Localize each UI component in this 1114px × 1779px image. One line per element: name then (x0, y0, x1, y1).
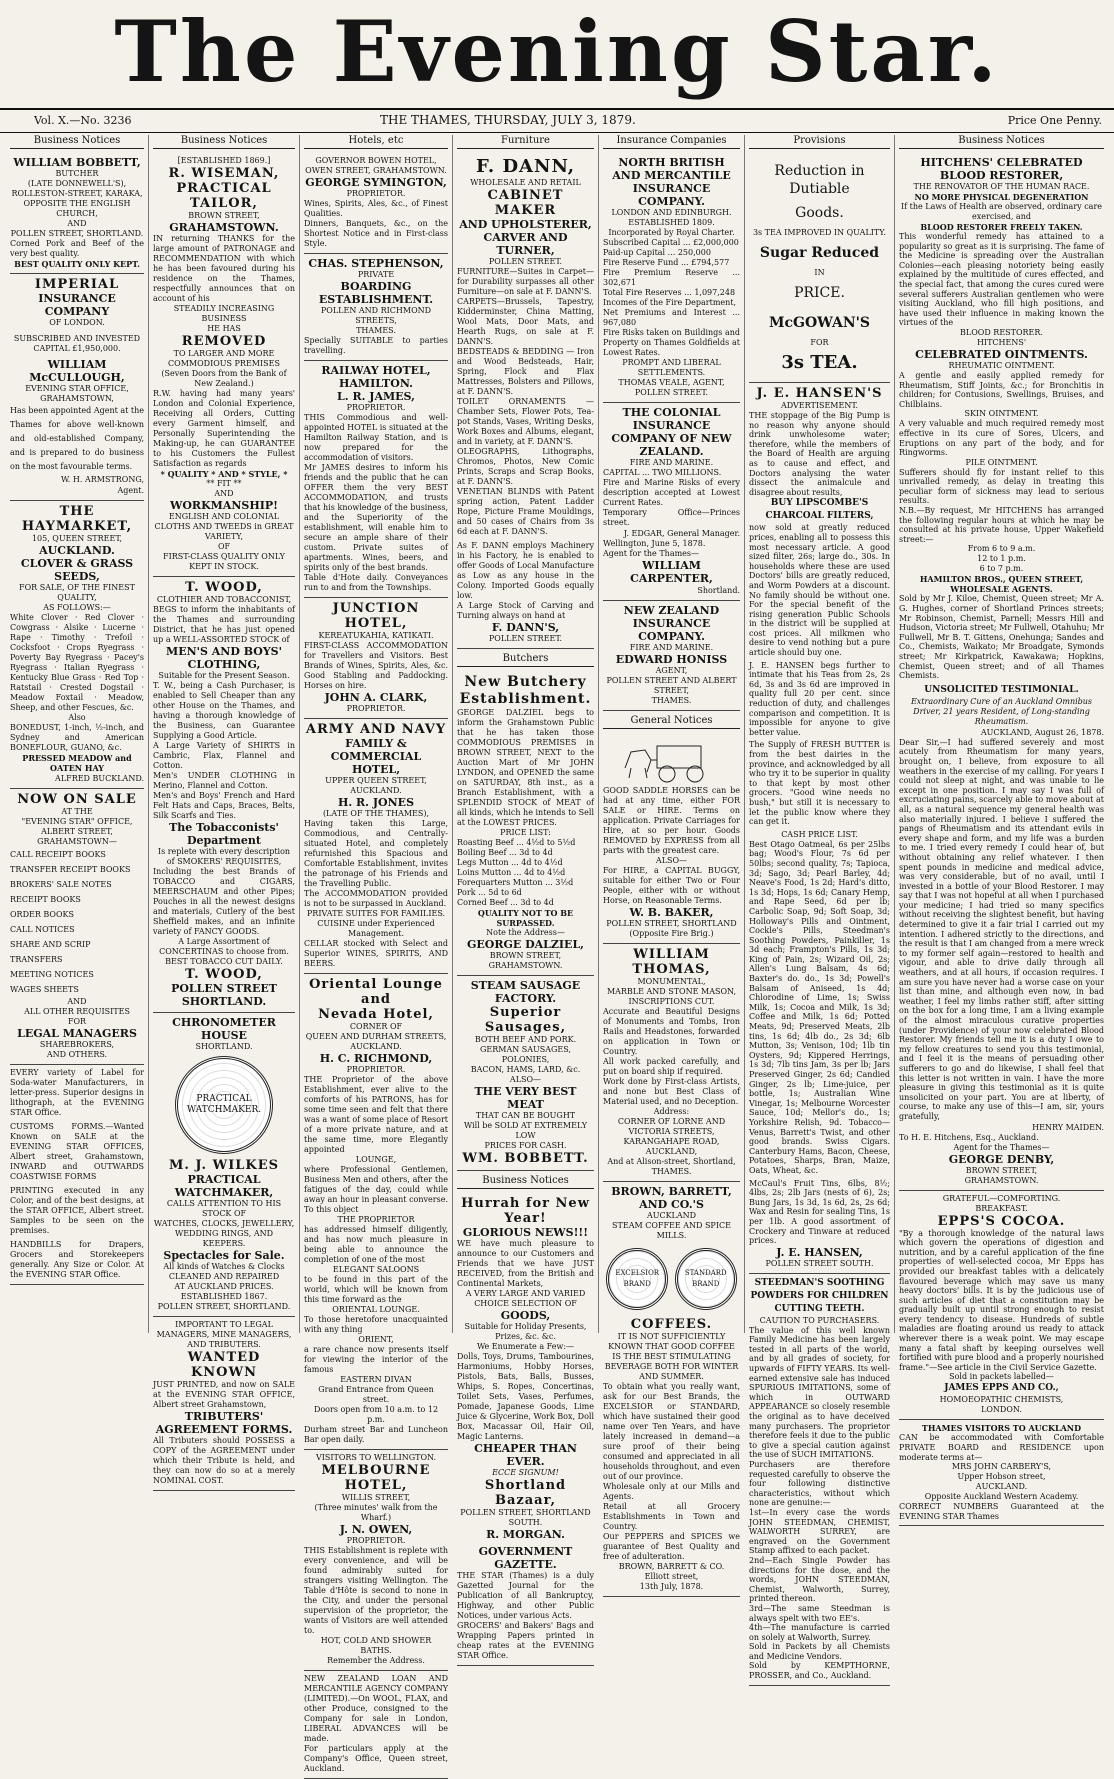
standard-brand-logo: STANDARD BRAND (675, 1248, 737, 1310)
ad-brown-barrett-coffee: BROWN, BARRETT, AND CO.'S AUCKLAND STEAM COFFEE AND SPICE MILLS. EXCELSIOR BRAND STANDARD BRAND COFFEES. IT IS NOT SUFFICIENTLY KNOWN THAT GOOD COFFEE IS THE BEST STIMULATING BEVERAGE BOTH FOR WINTER AND SUMMER. To obtain what you really want, ask for our Best Brands, the EXCELSIOR or STANDARD, which have sustained their good name over Ten Years, and have lately increased in demand—a sure proof of their being consumed and appreciated in all households throughout, and even out of our province. Wholesale only at our Mills and Agents. Retail at all Grocery Establishments in Town and Country. Our PEPPERS and SPICES we guarantee of Best Quality and free of adulteration. BROWN, BARRETT & CO. Elliott street, 13th July, 1878. (603, 1182, 740, 1597)
ad-mcgowans-tea: Reduction in Dutiable Goods. 3s TEA IMPROVED IN QUALITY. Sugar Reduced IN PRICE. McGOWAN'S FOR 3s TEA. (749, 153, 890, 383)
column-1 (6, 135, 148, 1333)
column-heading: Provisions (749, 135, 890, 149)
newspaper-title: The Evening Star. (114, 2, 1000, 101)
ad-t-wood: T. WOOD, CLOTHIER AND TOBACCONIST, BEGS to inform the inhabitants of the Thames and surrounding District, that he has just opened up a WELL-ASSORTED STOCK of MEN'S AND BOYS' CLOTHING, Suitable for the Present Season. T. W., being a Cash Purchaser, is enabled to Sell Cheaper than any other House on the Thames, and having a thorough knowledge of the Business, can Guarantee Supplying a Good Article. A Large Variety of SHIRTS in Cambric, Flax, Flannel and Cotton. Men's UNDER CLOTHING in Merino, Flannel and Cotton. Men's and Boys' French and Hard Felt Hats and Caps, Braces, Belts, Silk Scarfs and Ties. The Tobacconists' Department Is replete with every description of SMOKERS' REQUISITES, Including the best Brands of TOBACCO and CIGARS, MEERSCHAUM and other Pipes; Pouches in all the newest designs and materials, Cutlery of the best Sheffield makes, and an infinite variety of FANCY GOODS. A Large Assortment of CONCERTINAS to choose from. BEST TOBACCO CUT DAILY. T. WOOD, POLLEN STREET SHORTLAND. (153, 577, 295, 1013)
ad-nz-insurance: NEW ZEALAND INSURANCE COMPANY. FIRE AND MARINE. EDWARD HONISS AGENT, POLLEN STREET AND ALBERT STREET, THAMES. (603, 601, 740, 711)
section-heading-business: Business Notices (457, 1175, 594, 1189)
ad-baker-horses: GOOD SADDLE HORSES can be had at any time, either FOR SALE or HIRE. Terms on application. Private Carriages for Hire, at so per hour. Goods REMOVED by EXPRESS from all parts with the greatest care. ALSO— For HIRE, a CAPITAL BUGGY, suitable for either Two or Four People, either with or without Horse, on Reasonable Terms. W. B. BAKER, POLLEN STREET, SHORTLAND (Opposite Fire Brig.) (603, 733, 740, 944)
masthead (0, 0, 1114, 108)
ad-thames-visitors: THAMES VISITORS TO AUCKLAND CAN be accommodated with Comfortable PRIVATE BOARD and RESIDENCE upon moderate terms at— MRS JOHN CARBERY'S, Upper Hobson street, AUCKLAND. Opposite Auckland Western Academy. CORRECT NUMBERS Guaranteed at the EVENING STAR Thames (899, 1420, 1104, 1526)
ad-hansen: J. E. HANSEN'S ADVERTISEMENT. THE stoppage of the Big Pump is no reason why anyone should drink unwholesome water; therefore, while the members of the Board of Health are arguing as to cause and effect, and Doctors analysing the water dissect the animalcule and disagree about results, BUY LIPSCOMBE'S CHARCOAL FILTERS, now sold at greatly reduced prices, enabling all to possess this most necessary article. A good sized filter, 26s; large do., 30s. In households where these are used Doctors' bills are greatly reduced, and Worm Powders at a discount. No family should be without one. For the special benefit of the rising generation Public Schools in the district will be supplied at cost prices. All milkmen who desire to vend nothing but a pure article should buy one. J. E. HANSEN begs further to intimate that his Teas from 2s, 2s 6d, 3s and 3s 6d are improved in quality full 20 per cent. since reduction of duty, and challenges comparison and competition. It is impossible for anyone to give better value. The Supply of FRESH BUTTER is from the best dairies in the province, and acknowledged by all who try it to be superior in quality to that kept by most other grocers. "Good wine needs no bush," but still it is necessary to let the public know where they can get it. CASH PRICE LIST. Best Otago Oatmeal, 6s per 25lbs bag; Wood's Flour, 7s 6d per 50lbs; second quality, 7s; Tapioca, 3d; Sago, 3d; Pearl Barley, 4d; Neave's Food, 1s 2d; Hard's ditto, 1s 3d; Hops, 1s 6d; Canary Hemp, and Rape Seed, 6d per lb; Carbolic Soap, 9d; Soft Soap, 3d; Holloway's Pills and Ointment, Cockle's Pills, Steedman's Soothing Powders, Painkiller, 1s 3d each; Frampton's Pills, 1s 3d; King of Pain, 2s; Wizard Oil, 2s; Allen's Lung Balsam, 4s 6d; Baxter's do. do., 1s 3d; Powell's Balsam of Aniseed, 1s 4d; Chlorodine of Lime, 1s; Swiss Milk, 1s; Cocoa and Milk, 1s 3d; Coffee and Milk, 1s 6d; Potted Meats, 9d; Preserved Meats, 2lb tins, 1s 6d; 4lb do., 2s 3d; 6lb Mutton, 3s; Venison, 10d; 1lb tin Oysters, 9d; Kippered Herrings, 1s 3d; 7lb tins Jam, 3s per lb; Jars Preserved Ginger, 2s 6d; Candied Ginger, 2s lb; Lime-juice, per bottle, 1s; Australian Wine Vinegar, 1s; Melbourne Worcester Sauce, 10d; Mellor's do., 1s; Yorkshire Relish, 9d. Tobacco—Venus, Barrett's Twist, and other good brands. Swiss Cigars. Canterbury Hams, Bacon, Cheese, Potatoes, Sharps, Bran, Maize, Oats, Wheat, &c. McCaul's Fruit Tins, 6lbs, 8½; 4lbs, 2s; 2lb Jars (nests of 6), 2s; Bung Jars, 1s 3d, 1s 6d, 2s, 2s 6d; Wax and Resin for sealing Tins, 1s per 1lb. A good assortment of Crockery and Tinware at reduced prices. J. E. HANSEN, POLLEN STREET SOUTH. (749, 383, 890, 1274)
column-4 (452, 135, 598, 1660)
ad-f-dann: F. DANN, WHOLESALE AND RETAIL CABINET MAKER AND UPHOLSTERER, CARVER AND TURNER, POLLEN STREET. FURNITURE—Suites in Carpet—for Durability surpasses all other Furniture—on sale at F. DANN'S. CARPETS—Brussels, Tapestry, Kidderminster, China Matting, Wool Mats, Door Mats, and Hearth Rugs, on sale at F. DANN'S. BEDSTEADS & BEDDING — Iron and Wood Bedsteads, Hair, Spring, Flock and Flax Mattresses, Bolsters and Pillows, at F. DANN'S. TOILET ORNAMENTS — Chamber Sets, Flower Pots, Tea-pot Stands, Vases, Writing Desks, Work Boxes and Albums, elegant, and in variety, at F. DANN'S. OLEOGRAPHS, Lithographs, Chromos, Photos, New Comic Prints, Scraps and Scrap Books, at F. DANN'S. VENETIAN BLINDS with Patent spring action, Patent Ladder Rope, Picture Frame Mouldings, and 50 cases of Chairs from 3s 6d each at F. DANN'S. As F. DANN employs Machinery in his Factory, he is enabled to offer Goods of Local Manufacture as Low as any house in the Colony. Imported Goods equally low. A Large Stock of Carving and Turning always on hand at F. DANN'S, POLLEN STREET. (457, 153, 594, 649)
ad-misc-printing: EVERY variety of Label for Soda-water Manufacturers, in letter-press. Superior designs in lithograph, at the EVENING STAR Office. CUSTOMS FORMS.—Wanted Known on SALE at the EVENING STAR OFFICES, Albert street, Grahamstown, INWARD and OUTWARDS COASTWISE FORMS PRINTING executed in any Color, and of the best designs, at the STAR OFFICE, Albert street. Samples to be seen on the premises. HANDBILLS for Drapers, Grocers and Storekeepers generally. Any Size or Color. At the EVENING STAR Office. (10, 1065, 144, 1285)
column-heading: Business Notices (899, 135, 1104, 149)
volume-number: Vol. X.—No. 3236 (34, 114, 132, 127)
ad-stephenson: CHAS. STEPHENSON, PRIVATE BOARDING ESTABLISHMENT. POLLEN AND RICHMOND STREETS, THAMES. Specially SUITABLE to parties travelling. (304, 254, 448, 361)
ad-governor-bowen: GOVERNOR BOWEN HOTEL, OWEN STREET, GRAHAMSTOWN. GEORGE SYMINGTON, PROPRIETOR. Wines, Spirits, Ales, &c., of Finest Qualities. Dinners, Banquets, &c., on the Shortest Notice and in First-class Style. (304, 153, 448, 254)
column-heading: Insurance Companies (603, 135, 740, 149)
ad-wilkes-watchmaker: CHRONOMETER HOUSE SHORTLAND. PRACTICAL WATCHMAKER. M. J. WILKES PRACTICAL WATCHMAKER, CALLS ATTENTION TO HIS STOCK OF WATCHES, CLOCKS, JEWELLERY, WEDDING RINGS, AND KEEPERS. Spectacles for Sale. All kinds of Watches & Clocks CLEANED AND REPAIRED AT AUCKLAND PRICES. ESTABLISHED 1867. POLLEN STREET, SHORTLAND. (153, 1013, 295, 1317)
ad-army-navy-hotel: ARMY AND NAVY FAMILY & COMMERCIAL HOTEL, UPPER QUEEN STREET, AUCKLAND. H. R. JONES (LATE OF THE THAMES), Having taken this Large, Commodious, and Centrally-situated Hotel, and completely refurnished this Spacious and Comfortable Establishment, invites the patronage of his Friends and the Travelling Public. The ACCOMMODATION provided is not to be surpassed in Auckland. PRIVATE SUITES FOR FAMILIES. CUISINE under Experienced Management. CELLAR stocked with Select and Superior WINES, SPIRITS, AND BEERS. (304, 719, 448, 974)
ad-wiseman: [ESTABLISHED 1869.] R. WISEMAN, PRACTICAL TAILOR, BROWN STREET, GRAHAMSTOWN. IN returning THANKS for the large amount of PATRONAGE and RECOMMENDATION with which he has been favoured during his residence on the Thames, respectfully announces that on account of his STEADILY INCREASING BUSINESS HE HAS REMOVED TO LARGER AND MORE COMMODIOUS PREMISES (Seven Doors from the Bank of New Zealand.) R.W. having had many years' London and Colonial Experience, Receiving all Orders, Cutting every Garment himself, and Personally Superintending the Making-up, he can GUARANTEE to his Customers the Fullest Satisfaction as regards * QUALITY * AND * STYLE, * ** FIT ** AND WORKMANSHIP! ENGLISH AND COLONIAL CLOTHS AND TWEEDS in GREAT VARIETY, OF FIRST-CLASS QUALITY ONLY KEPT IN STOCK. (153, 153, 295, 577)
horse-carriage-icon (603, 736, 740, 786)
ad-nz-loan-agency: NEW ZEALAND LOAN AND MERCANTILE AGENCY COMPANY (LIMITED).—On WOOL, FLAX, and other Produce, consigned to the Company for sale in London, LIBERAL ADVANCES will be made. For particulars apply at the Company's Office, Queen street, Auckland. (304, 1671, 448, 1779)
place-and-date: THE THAMES, THURSDAY, JULY 3, 1879. (380, 113, 636, 127)
price: Price One Penny. (1007, 114, 1102, 127)
section-heading-butchers: Butchers (457, 653, 594, 667)
column-heading: Business Notices (153, 135, 295, 149)
ad-shortland-bazaar: Hurrah for New Year! GLORIOUS NEWS!!! WE have much pleasure to announce to our Customers and Friends that we have JUST RECEIVED, from the British and Continental Markets, A VERY LARGE AND VARIED CHOICE SELECTION OF GOODS, Suitable for Holiday Presents, Prizes, &c. &c. We Enumerate a Few:— Dolls, Toys, Drums, Tambourines, Harmoniums, Hobby Horses, Pistols, Bats, Balls, Busses, Whips, S. Ropes, Concertinas, Toilet Sets, Vases, Perfumes, Pomade, Japanese Goods, Lime Juice & Glycerine, Work Box, Doll Box, Macassar Oil, Hair Oil, Magic Lanterns. CHEAPER THAN EVER. ECCE SIGNUM! Shortland Bazaar, POLLEN STREET, SHORTLAND SOUTH. R. MORGAN. GOVERNMENT GAZETTE. THE STAR (Thames) is a duly Gazetted Journal for the Publication of all Bankruptcy, Highway, and other Public Notices, under various Acts. GROCERS' and Bakers' Bags and Wrapping Papers printed in cheap rates at the EVENING STAR Office. (457, 1193, 594, 1666)
ad-tributers-forms: IMPORTANT TO LEGAL MANAGERS, MINE MANAGERS, AND TRIBUTERS. WANTED KNOWN JUST PRINTED, and now on SALE at the EVENING STAR OFFICE, Albert street Grahamstown, TRIBUTERS' AGREEMENT FORMS. All Tributers should POSSESS a COPY of the AGREEMENT under which their Tribute is held, and they can now do so at a merely NOMINAL COST. (153, 1317, 295, 1491)
column-heading: Business Notices (10, 135, 144, 149)
columns (6, 135, 1108, 1773)
column-heading: Hotels, etc (304, 135, 448, 149)
column-6 (744, 135, 894, 1681)
column-2 (148, 135, 299, 1485)
column-heading: Furniture (457, 135, 594, 149)
ad-epps-cocoa: GRATEFUL—COMFORTING. BREAKFAST. EPPS'S COCOA. "By a thorough knowledge of the natural laws which govern the operations of digestion and nutrition, and by a careful application of the fine properties of well-selected cocoa, Mr Epps has provided our breakfast tables with a delicately flavoured beverage which may save us many heavy doctors' bills. It is by the judicious use of such articles of diet that a constitution may be gradually built up until strong enough to resist every tendency to disease. Hundreds of subtle maladies are floating around us ready to attack wherever there is a weak point. We may escape many a fatal shaft by keeping ourselves well fortified with pure blood and a properly nourished frame."—See article in the Civil Service Gazette. Sold in packets labelled— JAMES EPPS AND CO., HOMOEOPATHIC CHEMISTS, LONDON. (899, 1191, 1104, 1421)
ad-hitchens-restorer: HITCHENS' CELEBRATED BLOOD RESTORER, THE RENOVATOR OF THE HUMAN RACE. NO MORE PHYSICAL DEGENERATION If the Laws of Health are observed, ordinary care exercised, and BLOOD RESTORER FREELY TAKEN. This wonderful remedy has attained to a popularity so great as it is surprising. The fame of the Medicine is spreading over the Australian Colonies—each pleasing notoriety being easily explained by the multitude of cures effected, and the special fact, that among the cures cured were several sufferers Australian gentlemen who were visiting Auckland, who fill high positions, and have used their influence in making known the virtues of the BLOOD RESTORER. HITCHENS' CELEBRATED OINTMENTS. RHEUMATIC OINTMENT. A gentle and easily applied remedy for Rheumatism, Stiff Joints, &c.; for Bronchitis in children; for Contusions, Swellings, Bruises, and Chilblains. SKIN OINTMENT. A very valuable and much required remedy most effective in its cure of Sores, Ulcers, and Eruptions on any part of the body, and for Ringworms. PILE OINTMENT. Sufferers should fly for instant relief to this unrivalled remedy, as delay in treating this peculiar form of sickness may lead to serious results. N.B.—By request, Mr HITCHENS has arranged the following regular hours at which he may be consulted at his private house, Upper Wakefield street:— From 6 to 9 a.m. 12 to 1 p.m. 6 to 7 p.m. HAMILTON BROS., QUEEN STREET, WHOLESALE AGENTS. Sold by Mr J. Kiloe, Chemist, Queen street; Mr A. G. Hughes, corner of Shortland Princes streets; Mr Robinson, Chemist, Parnell; Messrs Hill and Hudson, Victoria street; Mr Fullwell, Otahuhu; Mr Fullwell, Mr B. T. Gittens, Onehunga; Sandes and Co., Chemists, Waikato; Mr Broadgate, Symonds street; Mr Kirkpatrick, Kawakawa; Hopkins, Chemist, Queen street; and of all Thames Chemists. UNSOLICITED TESTIMONIAL. Extraordinary Cure of an Auckland Omnibus Driver, 21 years Resident, of Long-standing Rheumatism. AUCKLAND, August 26, 1878. Dear Sir,—I had suffered severely and most acutely from Rheumatism for many years, brought on, I believe, from exposure to all weathers in the exercise of my calling. For years I could not sleep at night, and was unable to lie except in one position. I may say I was full of excruciating pains, scarcely able to move about at all, as a natural sequence my general health was also materially injured. I believe I suffered the pangs of Rheumatism and its attendant evils in every shape and form, and my life was a burden to me. I tried every remedy I could hear of, but without obtaining any relief whatever. I then spent pounds in medicine and medical advice, was very considerable, but of no avail, until I invested in a bottle of your Blood Restorer. I may say that I was not hopeful at all when I purchased your medicine; I had tried so many specifics without receiving the slightest benefit, but having determined to give it a fair trial I carried out my intention. I adhered strictly to the directions, and the result is that I am changed from a mere wreck to my former self again—restored to health and vigour, and able to drive daily through all weathers, and at all hours, if occasion requires. I am sure you have never had a worse case on your list than mine, and although even now, in bad weather, I feel my limbs rather stiff, after sitting on the box for a long time, I am a living example of the almost miraculous curative properties (under Providence) of your now celebrated Blood Restorer. My friends tell me it is a duty I owe to my fellow creatures to send you this testimonial, and I feel it is the means of persuading other sufferers to go and do likewise, I shall feel that this letter is not written in vain. I have the more pleasure in giving this testimonial as it is quite unsolicited on your part. You are at liberty, of course, to make any use of this—I am, sir, yours gratefully, HENRY MAIDEN. To H. E. Hitchens, Esq., Auckland. Agent for the Thames— GEORGE DENBY, BROWN STREET, GRAHAMSTOWN. (899, 153, 1104, 1191)
section-heading-general: General Notices (603, 715, 740, 729)
ad-william-thomas: WILLIAM THOMAS, MONUMENTAL, MARBLE AND STONE MASON, INSCRIPTIONS CUT. Accurate and Beautiful Designs of Monuments and Tombs, Iron Rails and Headstones, forwarded on application in Town or Country. All work packed carefully, and put on board ship if required. Work done by First-class Artists, and none but Best Class of Material used, and no Deception. Address: CORNER OF LORNE AND VICTORIA STREETS, KARANGAHAPE ROAD, AUCKLAND, And at Alison-street, Shortland, THAMES. (603, 944, 740, 1182)
ad-melbourne-hotel: VISITORS TO WELLINGTON. MELBOURNE HOTEL, WILLIS STREET, (Three minutes' walk from the Wharf.) J. N. OWEN, PROPRIETOR. THIS Establishment is replete with every convenience, and will be found admirably suited for strangers visiting Wellington. The Table d'Hôte is second to none in the City, and under the personal supervision of the proprietor, the wants of Visitors are well attended to. HOT, COLD AND SHOWER BATHS. Remember the Address. (304, 1450, 448, 1671)
ad-bobbett: WILLIAM BOBBETT, BUTCHER (LATE DONNEWELL'S), ROLLESTON-STREET, KARAKA, OPPOSITE THE ENGLISH CHURCH, AND POLLEN STREET, SHORTLAND. Corned Pork and Beef of the very best quality. BEST QUALITY ONLY KEPT. (10, 153, 144, 274)
ad-steedman-powders: STEEDMAN'S SOOTHING POWDERS FOR CHILDREN CUTTING TEETH. CAUTION TO PURCHASERS. The value of this well known Family Medicine has been largely tested in all parts of the world, and by all grades of society, for upwards of FIFTY YEARS. Its well-earned extensive sale has induced SPURIOUS IMITATIONS, some of which in OUTWARD APPEARANCE so closely resemble the original as to have deceived many purchasers. The proprietor therefore feels it due to the public to give a special caution against the use of SUCH IMITATIONS. Purchasers are therefore requested carefully to observe the four following distinctive characteristics, without which none are genuine:— 1st—In every case the words JOHN STEEDMAN, CHEMIST, WALWORTH SURREY, are engraved on the Government Stamp affixed to each packet. 2nd—Each Single Powder has directions for the dose, and the words, JOHN STEEDMAN, Chemist, Walworth, Surrey, printed thereon. 3rd—The same Steedman is always spelt with two EE's. 4th—The manufacture is carried on solely at Walworth, Surrey. Sold in Packets by all Chemists and Medicine Vendors. Sold by KEMPTHORNE, PROSSER, and Co., Auckland. (749, 1274, 890, 1686)
dateline (0, 108, 1114, 133)
excelsior-brand-logo: EXCELSIOR BRAND (606, 1248, 668, 1310)
ad-steam-sausage: STEAM SAUSAGE FACTORY. Superior Sausages, BOTH BEEF AND PORK. GERMAN SAUSAGES, POLONIES, BACON, HAMS, LARD, &c. ALSO— THE VERY BEST MEAT THAT CAN BE BOUGHT Will be SOLD AT EXTREMELY LOW PRICES FOR CASH. WM. BOBBETT. (457, 976, 594, 1171)
ad-oriental-lounge: Oriental Lounge and Nevada Hotel, CORNER OF QUEEN AND DURHAM STREETS, AUCKLAND. H. C. RICHMOND, PROPRIETOR. THE Proprietor of the above Establishment, ever alive to the comforts of his PATRONS, has for some time seen and felt that there was a want of some place of Resort of a more private nature, and at the same time, more Elegantly appointed LOUNGE, where Professional Gentlemen, Business Men and others, after the fatigues of the day, could while away an hour in pleasant converse. To this object THE PROPRIETOR has addressed himself diligently, and has now much pleasure in being able to announce the completion of one of the most ELEGANT SALOONS to be found in this part of the world, which will be known from this time forward as the ORIENTAL LOUNGE. To those heretofore unacquainted with any thing ORIENT, a rare chance now presents itself for viewing the interior of the famous EASTERN DIVAN Grand Entrance from Queen street. Doors open from 10 a.m. to 12 p.m. Durham street Bar and Luncheon Bar open daily. (304, 974, 448, 1450)
ad-railway-hotel: RAILWAY HOTEL, HAMILTON. L. R. JAMES, PROPRIETOR. THIS Commodious and well-appointed HOTEL is situated at the Hamilton Railway Station, and is now prepared for the accommodation of visitors. Mr JAMES desires to inform his friends and the public that he can OFFER them the very BEST ACCOMMODATION, and trusts that his knowledge of the business, and the Superiority of the establishment, will enable him to secure an ample share of their custom. Private suites of apartments. Wines, beers, and spirits only of the best brands. Table d'Hote daily. Conveyances run to and from the Townships. (304, 361, 448, 598)
column-5 (598, 135, 744, 1591)
column-3 (299, 135, 452, 1773)
column-7 (894, 135, 1108, 1521)
ad-colonial-insurance: THE COLONIAL INSURANCE COMPANY OF NEW ZEALAND. FIRE AND MARINE. CAPITAL ... TWO MILLIONS. Fire and Marine Risks of every description accepted at Lowest Current Rates. Temporary Office—Princes street. J. EDGAR, General Manager. Wellington, June 5, 1878. Agent for the Thames— WILLIAM CARPENTER, Shortland. (603, 403, 740, 601)
ad-now-on-sale: NOW ON SALE AT THE "EVENING STAR" OFFICE, ALBERT STREET, GRAHAMSTOWN— CALL RECEIPT BOOKS TRANSFER RECEIPT BOOKS BROKERS' SALE NOTES RECEIPT BOOKS ORDER BOOKS CALL NOTICES SHARE AND SCRIP TRANSFERS MEETING NOTICES WAGES SHEETS AND ALL OTHER REQUISITES FOR LEGAL MANAGERS SHAREBROKERS, AND OTHERS. (10, 789, 144, 1065)
ad-dalziel-butchery: New Butchery Establishment. GEORGE DALZIEL begs to inform the Grahamstown Public that he has taken those COMMODIOUS PREMISES in BROWN STREET, NEXT to the Auction Mart of Mr JOHN LYNDON, and OPENED the same on SATURDAY, 8th inst., as a Branch Establishment, with a SPLENDID STOCK of MEAT of all kinds, which he intends to Sell at the LOWEST PRICES. PRICE LIST: Roasting Beef ... 4½d to 5½d Boiling Beef ... 3d to 4d Legs Mutton ... 4d to 4½d Loins Mutton ... 4d to 4½d Forequarters Mutton ... 3½d Pork ... 5d to 6d Corned Beef ... 3d to 4d QUALITY NOT TO BE SURPASSED. Note the Address— GEORGE DALZIEL, BROWN STREET, GRAHAMSTOWN. (457, 671, 594, 976)
ad-imperial-insurance: IMPERIAL INSURANCE COMPANY OF LONDON. SUBSCRIBED AND INVESTED CAPITAL £1,950,000. WILLIAM McCULLOUGH, EVENING STAR OFFICE, GRAHAMSTOWN, Has been appointed Agent at the Thames for above well-known and old-established Company, and is prepared to do business on the most favourable terms. W. H. ARMSTRONG, Agent. (10, 274, 144, 501)
watch-dial-icon: PRACTICAL WATCHMAKER. (175, 1056, 273, 1154)
ad-north-british: NORTH BRITISH AND MERCANTILE INSURANCE COMPANY. LONDON AND EDINBURGH. ESTABLISHED 1809. Incorporated by Royal Charter. Subscribed Capital ... £2,000,000 Paid-up Capital ... 250,000 Fire Reserve Fund ... £794,577 Fire Premium Reserve ... 302,671 Total Fire Reserves ... 1,097,248 Incomes of the Fire Department, Net Premiums and Interest ... 967,080 Fire Risks taken on Buildings and Property on Thames Goldfields at Lowest Rates. PROMPT AND LIBERAL SETTLEMENTS. THOMAS VEALE, AGENT, POLLEN STREET. (603, 153, 740, 403)
ad-junction-hotel: JUNCTION HOTEL, KEREATUKAHIA, KATIKATI. FIRST-CLASS ACCOMMODATION for Travellers and Visitors. Best Brands of Wines, Spirits, Ales, &c. Good Stabling and Paddocking. Horses on hire. JOHN A. CLARK, PROPRIETOR. (304, 598, 448, 719)
ad-haymarket: THE HAYMARKET, 105, QUEEN STREET, AUCKLAND. CLOVER & GRASS SEEDS, FOR SALE, OF THE FINEST QUALITY, AS FOLLOWS:— White Clover · Red Clover · Cowgrass · Alsike · Lucerne · Rape · Timothy · Trefoil · Cocksfoot · Crops Ryegrass · Poverty Bay Ryegrass · Pacey's Ryegrass · Italian Ryegrass · Kentucky Blue Grass · Red Top · Ratstail · Crested Dogstail · Meadow Foxtail · Meadow, Sheep, and other Fescues, &c. Also BONEDUST, 1-inch, ½-inch, and Sydney and American BONEFLOUR, GUANO, &c. PRESSED MEADOW and OATEN HAY ALFRED BUCKLAND. (10, 501, 144, 789)
